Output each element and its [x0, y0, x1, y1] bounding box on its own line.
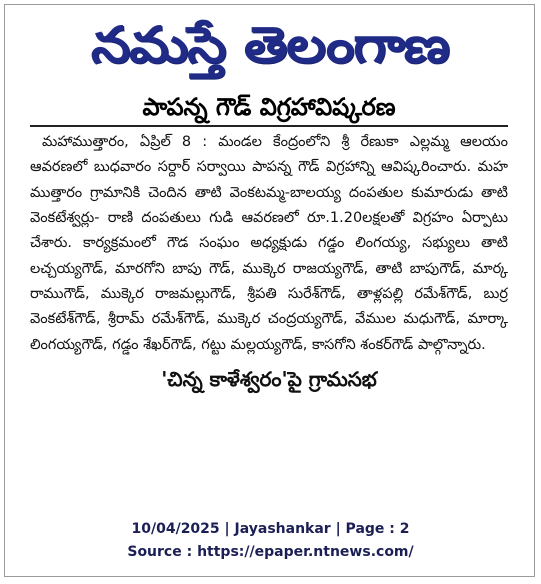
news-clipping [30, 92, 508, 502]
next-article-headline: 'చిన్న కాళేశ్వరం'పై గ్రామసభ [161, 366, 377, 391]
masthead-logo-text: నమస్తే తెలంగాణ [90, 16, 449, 74]
date-edition-page-line: 10/04/2025 | Jayashankar | Page : 2 [131, 521, 410, 537]
article-paragraph: మహాముత్తారం, ఏప్రిల్ 8 : మండల కేంద్రంలోని శ్రీ రేణుకా ఎల్లమ్మ ఆలయం ఆవరణలో బుధవారం సర్దార్ సర్వాయి పాపన్న గౌడ్ విగ్రహాన్ని ఆవిష్కరించారు. మహ ముత్తారం గ్రామానికి చెందిన తాటి వెంకటమ్మ-బాలయ్య దంపతుల కుమారుడు తాటి వెంకటేశ్వర్లు- రాణి దంపతులు గుడి ఆవరణలో రూ.1.20లక్షలతో విగ్రహం ఏర్పాటు చేశారు. కార్యక్రమంలో గౌడ సంఘం అధ్యక్షుడు గడ్డం లింగయ్య, సభ్యులు తాటి లచ్చయ్యగౌడ్, మారగోని బాపు గౌడ్, ముక్కెర రాజయ్యగౌడ్, తాటి బాపుగౌడ్, మార్క రాముగౌడ్, ముక్కెర రాజమల్లుగౌడ్, శ్రీపతి సురేశ్‌గౌడ్, తాళ్లపల్లి రమేశ్‌గౌడ్, బుర్ర వెంకటేశ్‌గౌడ్, శ్రీరామ్ రమేశ్‌గౌడ్, ముక్కెర చంద్రయ్యగౌడ్, వేముల మధుగౌడ్, మార్కా లింగయ్యగౌడ్, గడ్డం శేఖర్‌గౌడ్, గట్టు మల్లయ్యగౌడ్, కాసగోని శంకర్‌గౌడ్ పాల్గొన్నారు. [30, 134, 508, 353]
article-body [30, 130, 508, 358]
source-line: Source : https://epaper.ntnews.com/ [127, 544, 414, 560]
headline-divider [30, 125, 508, 127]
newspaper-masthead [5, 13, 534, 77]
clipping-footer [0, 518, 541, 564]
article-headline: పాపన్న గౌడ్ విగ్రహావిష్కరణ [142, 93, 396, 121]
